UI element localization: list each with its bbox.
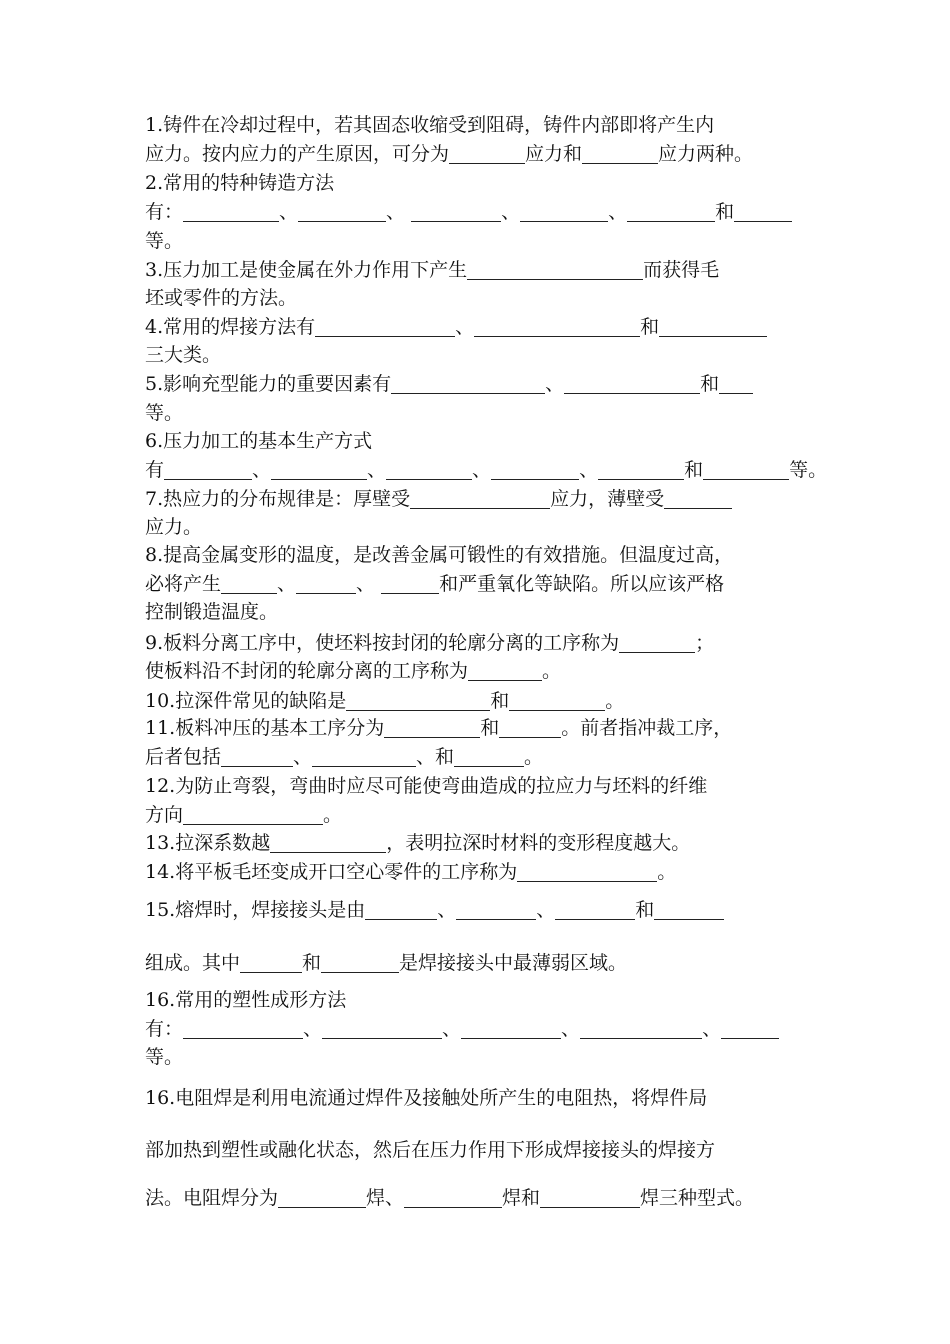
text-line — [145, 715, 732, 741]
fill-in-blank[interactable] — [164, 460, 252, 480]
text-segment: 、 — [536, 899, 556, 921]
text-segment: 、 — [442, 1018, 462, 1040]
fill-in-blank[interactable] — [659, 317, 767, 337]
text-line — [145, 830, 690, 856]
text-segment: 应力和 — [525, 143, 583, 165]
text-segment: 8.提高金属变形的温度，是改善金属可锻性的有效措施。但温度过高， — [145, 544, 734, 566]
fill-in-blank[interactable] — [404, 1188, 502, 1208]
text-line — [145, 773, 707, 799]
text-segment: ； — [695, 632, 715, 654]
text-segment: 和严重氧化等缺陷。所以应该严格 — [439, 573, 725, 595]
text-line — [145, 141, 753, 167]
text-segment: 11.板料冲压的基本工序分为 — [145, 717, 385, 739]
fill-in-blank[interactable] — [449, 144, 525, 164]
text-segment: 。前者指冲裁工序， — [561, 717, 733, 739]
text-segment: 有： — [145, 1018, 184, 1040]
text-segment: 。 — [524, 746, 544, 768]
text-segment: 。 — [605, 690, 625, 712]
text-line — [145, 486, 732, 512]
text-line — [145, 630, 714, 656]
fill-in-blank[interactable] — [365, 900, 437, 920]
fill-in-blank[interactable] — [509, 691, 605, 711]
fill-in-blank[interactable] — [221, 574, 277, 594]
text-segment: 、 — [437, 899, 457, 921]
fill-in-blank[interactable] — [321, 953, 399, 973]
text-segment: 、 — [579, 459, 599, 481]
fill-in-blank[interactable] — [582, 144, 658, 164]
text-line — [145, 950, 627, 976]
text-segment: 和 — [700, 373, 720, 395]
text-line — [145, 342, 221, 368]
fill-in-blank[interactable] — [296, 574, 356, 594]
text-segment: 、和 — [416, 746, 455, 768]
text-segment: 、 — [277, 573, 297, 595]
fill-in-blank[interactable] — [183, 1019, 303, 1039]
fill-in-blank[interactable] — [734, 202, 792, 222]
text-segment: 而获得毛 — [643, 259, 720, 281]
text-segment: 应力，薄壁受 — [550, 488, 665, 510]
text-segment: 、 — [293, 746, 313, 768]
text-segment: 3.压力加工是使金属在外力作用下产生 — [145, 259, 468, 281]
text-segment: 和 — [640, 316, 660, 338]
text-segment: 是焊接接头中最薄弱区域。 — [399, 952, 628, 974]
text-segment: 和 — [302, 952, 322, 974]
fill-in-blank[interactable] — [461, 1019, 561, 1039]
fill-in-blank[interactable] — [270, 833, 386, 853]
text-segment: 、 — [303, 1018, 323, 1040]
text-line — [145, 457, 827, 483]
text-segment: 。 — [542, 660, 562, 682]
text-segment: 10.拉深件常见的缺陷是 — [145, 690, 347, 712]
text-line — [145, 542, 733, 568]
text-line — [145, 599, 278, 625]
text-line — [145, 688, 624, 714]
fill-in-blank[interactable] — [468, 661, 542, 681]
fill-in-blank[interactable] — [721, 1019, 779, 1039]
text-segment: 、 — [279, 201, 299, 223]
fill-in-blank[interactable] — [555, 900, 635, 920]
text-line — [145, 112, 714, 138]
text-line — [145, 744, 543, 770]
text-line — [145, 1016, 779, 1042]
fill-in-blank[interactable] — [312, 747, 416, 767]
fill-in-blank[interactable] — [315, 317, 455, 337]
fill-in-blank[interactable] — [271, 460, 367, 480]
text-segment: 应力。 — [145, 516, 203, 538]
text-line — [145, 170, 334, 196]
text-segment: ，表明拉深时材料的变形程度越大。 — [386, 832, 691, 854]
text-segment: 、 — [386, 201, 412, 223]
text-line — [145, 371, 753, 397]
text-segment: 16.电阻焊是利用电流通过焊件及接触处所产生的电阻热，将焊件局 — [145, 1087, 708, 1109]
text-segment: 应力。按内应力的产生原因，可分为 — [145, 143, 450, 165]
text-segment: 方向 — [145, 804, 184, 826]
text-segment: 、 — [561, 1018, 581, 1040]
text-segment: 和 — [490, 690, 510, 712]
fill-in-blank[interactable] — [240, 953, 302, 973]
text-line — [145, 400, 183, 426]
fill-in-blank[interactable] — [384, 718, 480, 738]
text-line — [145, 987, 346, 1013]
text-segment: 应力两种。 — [658, 143, 754, 165]
text-segment: 7.热应力的分布规律是：厚壁受 — [145, 488, 411, 510]
text-segment: 14.将平板毛坯变成开口空心零件的工序称为 — [145, 861, 518, 883]
text-line — [145, 514, 202, 540]
text-segment: 控制锻造温度。 — [145, 601, 279, 623]
fill-in-blank[interactable] — [540, 1188, 640, 1208]
fill-in-blank[interactable] — [298, 202, 386, 222]
text-segment: 有： — [145, 201, 184, 223]
text-segment: 焊、 — [366, 1187, 405, 1209]
fill-in-blank[interactable] — [410, 489, 550, 509]
text-segment: 组成。其中 — [145, 952, 241, 974]
text-line — [145, 1137, 715, 1163]
fill-in-blank[interactable] — [454, 747, 524, 767]
text-segment: 、 — [252, 459, 272, 481]
fill-in-blank[interactable] — [499, 718, 561, 738]
text-line — [145, 428, 372, 454]
fill-in-blank[interactable] — [654, 900, 724, 920]
text-segment: 13.拉深系数越 — [145, 832, 271, 854]
text-segment: 和 — [480, 717, 500, 739]
fill-in-blank[interactable] — [627, 202, 715, 222]
fill-in-blank[interactable] — [564, 374, 700, 394]
fill-in-blank[interactable] — [467, 260, 643, 280]
fill-in-blank[interactable] — [580, 1019, 702, 1039]
fill-in-blank[interactable] — [491, 460, 579, 480]
fill-in-blank[interactable] — [381, 574, 439, 594]
text-line — [145, 802, 342, 828]
fill-in-blank[interactable] — [183, 805, 323, 825]
text-segment: 坯或零件的方法。 — [145, 287, 298, 309]
fill-in-blank[interactable] — [391, 374, 545, 394]
text-segment: 、 — [501, 201, 521, 223]
text-segment: 三大类。 — [145, 344, 222, 366]
text-segment: 15.熔焊时，焊接接头是由 — [145, 899, 366, 921]
fill-in-blank[interactable] — [278, 1188, 366, 1208]
text-segment: 和 — [684, 459, 704, 481]
text-segment: 、 — [455, 316, 475, 338]
text-segment: 、 — [367, 459, 387, 481]
fill-in-blank[interactable] — [386, 460, 472, 480]
fill-in-blank[interactable] — [411, 202, 501, 222]
text-segment: 。 — [323, 804, 343, 826]
fill-in-blank[interactable] — [183, 202, 279, 222]
text-segment: 等。 — [145, 230, 184, 252]
fill-in-blank[interactable] — [474, 317, 640, 337]
text-segment: 焊三种型式。 — [640, 1187, 755, 1209]
text-segment: 等。 — [789, 459, 828, 481]
text-segment: 法。电阻焊分为 — [145, 1187, 279, 1209]
text-segment: 和 — [715, 201, 735, 223]
text-line — [145, 1185, 754, 1211]
text-segment: 使板料沿不封闭的轮廓分离的工序称为 — [145, 660, 469, 682]
text-line — [145, 257, 719, 283]
text-line — [145, 228, 183, 254]
fill-in-blank[interactable] — [719, 374, 753, 394]
text-segment: 、 — [356, 573, 382, 595]
text-segment: 9.板料分离工序中，使坯料按封闭的轮廓分离的工序称为 — [145, 632, 620, 654]
text-line — [145, 1085, 707, 1111]
text-segment: 5.影响充型能力的重要因素有 — [145, 373, 392, 395]
fill-in-blank[interactable] — [598, 460, 684, 480]
text-line — [145, 314, 767, 340]
fill-in-blank[interactable] — [346, 691, 490, 711]
text-segment: 有 — [145, 459, 165, 481]
text-segment: 、 — [545, 373, 565, 395]
text-segment: 、 — [608, 201, 628, 223]
text-segment: 焊和 — [502, 1187, 541, 1209]
fill-in-blank[interactable] — [619, 633, 695, 653]
fill-in-blank[interactable] — [520, 202, 608, 222]
text-segment: 6.压力加工的基本生产方式 — [145, 430, 373, 452]
text-segment: 部加热到塑性或融化状态，然后在压力作用下形成焊接接头的焊接方 — [145, 1139, 716, 1161]
text-line — [145, 285, 297, 311]
fill-in-blank[interactable] — [517, 862, 657, 882]
text-segment: 后者包括 — [145, 746, 222, 768]
text-line — [145, 1044, 183, 1070]
text-segment: 和 — [635, 899, 655, 921]
fill-in-blank[interactable] — [456, 900, 536, 920]
fill-in-blank[interactable] — [664, 489, 732, 509]
fill-in-blank[interactable] — [221, 747, 293, 767]
text-segment: 必将产生 — [145, 573, 222, 595]
text-segment: 、 — [472, 459, 492, 481]
text-line — [145, 571, 724, 597]
text-segment: 2.常用的特种铸造方法 — [145, 172, 335, 194]
fill-in-blank[interactable] — [322, 1019, 442, 1039]
text-line — [145, 658, 561, 684]
text-segment: 12.为防止弯裂，弯曲时应尽可能使弯曲造成的拉应力与坯料的纤维 — [145, 775, 708, 797]
text-segment: 16.常用的塑性成形方法 — [145, 989, 347, 1011]
text-segment: 。 — [657, 861, 677, 883]
text-segment: 1.铸件在冷却过程中，若其固态收缩受到阻碍，铸件内部即将产生内 — [145, 114, 715, 136]
text-line — [145, 199, 792, 225]
text-segment: 等。 — [145, 402, 184, 424]
fill-in-blank[interactable] — [703, 460, 789, 480]
text-segment: 等。 — [145, 1046, 184, 1068]
text-line — [145, 897, 724, 923]
text-segment: 、 — [702, 1018, 722, 1040]
text-line — [145, 859, 676, 885]
text-segment: 4.常用的焊接方法有 — [145, 316, 316, 338]
